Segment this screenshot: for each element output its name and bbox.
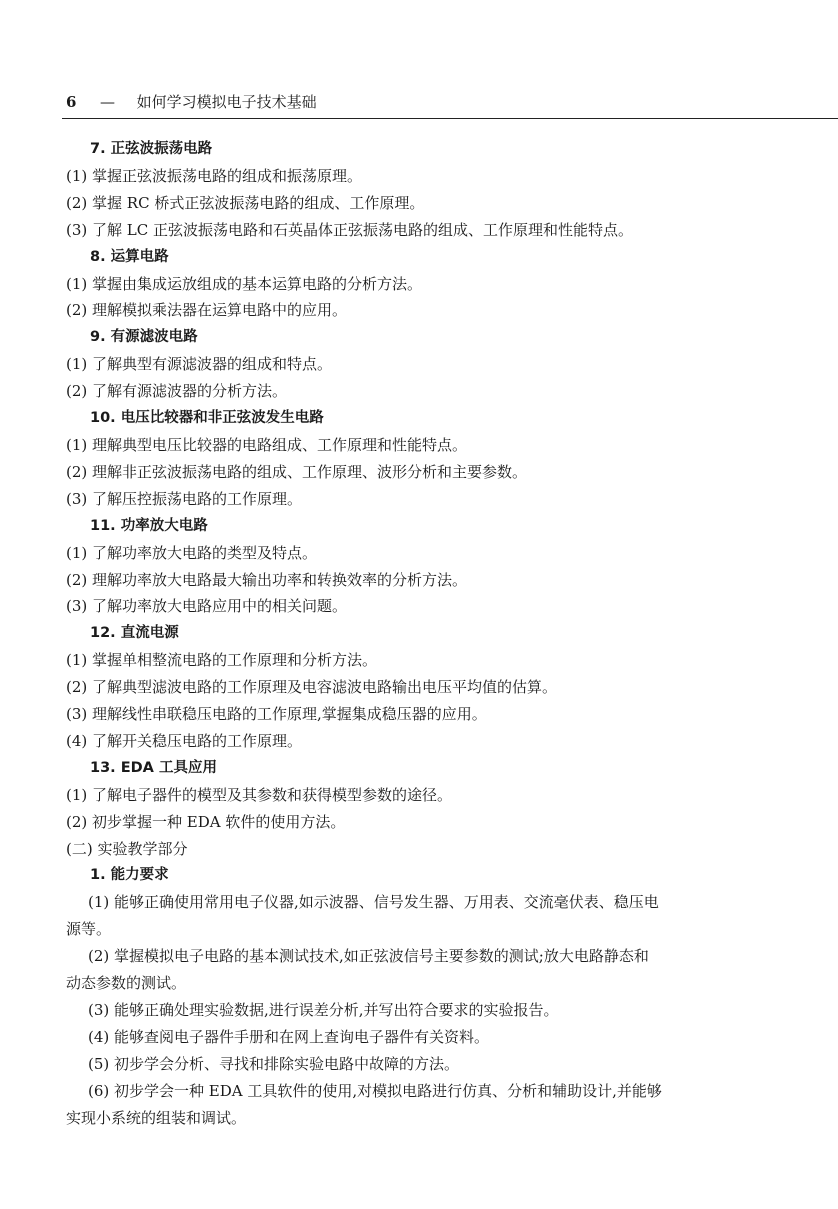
section-heading: 10. 电压比较器和非正弦波发生电路 [90,410,324,427]
text-line: (1) 了解电子器件的模型及其参数和获得模型参数的途径。 [66,785,453,804]
text-line: (6) 初步学会一种 EDA 工具软件的使用,对模拟电路进行仿真、分析和辅助设计,并能够 [88,1081,662,1100]
text-line: (1) 了解功率放大电路的类型及特点。 [66,543,318,562]
text-line: (2) 了解有源滤波器的分析方法。 [66,382,288,401]
text-line: (1) 理解典型电压比较器的电路组成、工作原理和性能特点。 [66,435,468,454]
text-line: (1) 了解典型有源滤波器的组成和特点。 [66,355,333,374]
section-heading: 1. 能力要求 [90,867,169,884]
text-line: (5) 初步学会分析、寻找和排除实验电路中故障的方法。 [88,1054,460,1073]
text-line: (1) 掌握正弦波振荡电路的组成和振荡原理。 [66,166,363,185]
text-line: 动态参数的测试。 [66,974,187,993]
text-line: (3) 理解线性串联稳压电路的工作原理,掌握集成稳压器的应用。 [66,705,487,724]
section-heading: 8. 运算电路 [90,248,169,265]
text-line: (2) 理解功率放大电路最大输出功率和转换效率的分析方法。 [66,570,468,589]
text-line: (二) 实验教学部分 [66,839,188,858]
section-heading: 9. 有源滤波电路 [90,329,198,346]
text-line: (4) 能够查阅电子器件手册和在网上查询电子器件有关资料。 [88,1027,490,1046]
page-body [66,136,778,1132]
text-line: (1) 能够正确使用常用电子仪器,如示波器、信号发生器、万用表、交流毫伏表、稳压电 [88,893,659,912]
running-title: 如何学习模拟电子技术基础 [136,93,317,111]
section-heading: 7. 正弦波振荡电路 [90,141,213,157]
text-line: (1) 掌握单相整流电路的工作原理和分析方法。 [66,651,378,670]
text-line: (3) 了解 LC 正弦波振荡电路和石英晶体正弦振荡电路的组成、工作原理和性能特点。 [66,220,633,239]
header-dash: — [100,93,115,111]
section-heading: 13. EDA 工具应用 [90,759,217,776]
text-line: (2) 掌握 RC 桥式正弦波振荡电路的组成、工作原理。 [66,193,425,212]
text-line: 源等。 [66,920,112,939]
text-line: (1) 掌握由集成运放组成的基本运算电路的分析方法。 [66,274,423,293]
text-line: (3) 能够正确处理实验数据,进行误差分析,并写出符合要求的实验报告。 [88,1001,559,1019]
page-number: 6 [66,93,77,111]
text-line: (4) 了解开关稳压电路的工作原理。 [66,731,303,750]
header-rule [62,118,838,119]
text-line: (2) 理解模拟乘法器在运算电路中的应用。 [66,301,348,320]
section-heading: 12. 直流电源 [90,625,179,642]
text-line: (2) 初步掌握一种 EDA 软件的使用方法。 [66,812,346,831]
text-line: (2) 了解典型滤波电路的工作原理及电容滤波电路输出电压平均值的估算。 [66,678,558,697]
section-heading: 11. 功率放大电路 [90,517,208,534]
text-line: (2) 掌握模拟电子电路的基本测试技术,如正弦波信号主要参数的测试;放大电路静态和 [88,947,649,966]
running-header [66,92,776,112]
text-line: (2) 理解非正弦波振荡电路的组成、工作原理、波形分析和主要参数。 [66,462,528,481]
text-line: (3) 了解功率放大电路应用中的相关问题。 [66,597,348,616]
text-line: 实现小系统的组装和调试。 [66,1108,247,1127]
text-line: (3) 了解压控振荡电路的工作原理。 [66,489,303,508]
